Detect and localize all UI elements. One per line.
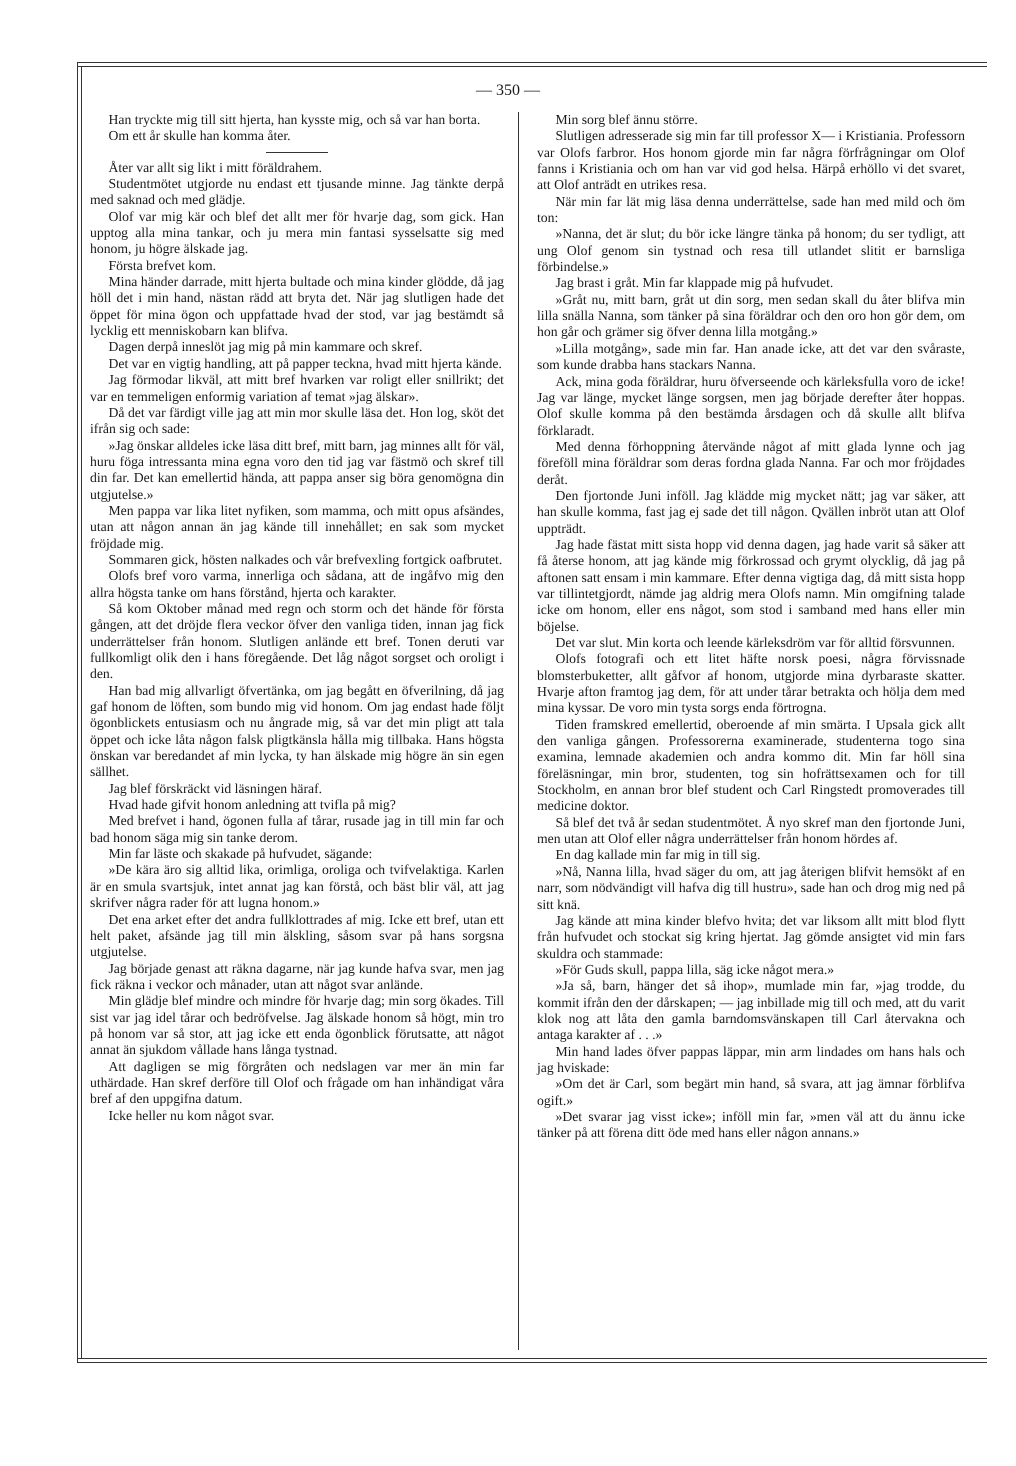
- paragraph: Det ena arket efter det andra fullklottrades af mig. Icke ett bref, utan ett helt paket, afsände jag till min älskling, såsom svar på hans sorgsna utgjutelse.: [90, 911, 504, 960]
- left-column: [90, 112, 504, 1124]
- paragraph: Min glädje blef mindre och mindre för hvarje dag; min sorg ökades. Till sist var jag idel tårar och bedröfvelse. Jag älskade honom så högt, min tro på honom var så stor, att jag icke ett enda ögonblick förutsatte, att något annat än sjukdom vållade hans långa tystnad.: [90, 993, 504, 1058]
- paragraph: »Nå, Nanna lilla, hvad säger du om, att jag återigen blifvit hemsökt af en narr, som nödvändigt vill hafva dig till hustru», sade han och drog mig ned på sitt knä.: [537, 863, 965, 912]
- paragraph: »Jag önskar alldeles icke läsa ditt bref, mitt barn, jag minnes allt för väl, huru föga intressanta mina egna voro den tid jag var fästmö och skref till din far. Det kan emellertid hända, att pappa anser sig böra genomögna din utgjutelse.»: [90, 437, 504, 502]
- paragraph: Så kom Oktober månad med regn och storm och det hände för första gången, att det dröjde flera veckor öfver den vanliga tiden, innan jag fick underrättelser från honom. Slutligen anlände ett bref. Tonen deruti var fullkomligt olik den i hans föregående. Det låg något sorgset och oroligt i den.: [90, 600, 504, 682]
- paragraph: Min far läste och skakade på hufvudet, sägande:: [108, 846, 373, 862]
- paragraph: »Lilla motgång», sade min far. Han anade icke, att det var den svåraste, som kunde drabba hans stackars Nanna.: [537, 340, 965, 373]
- paragraph: Hvad hade gifvit honom anledning att tvifla på mig?: [108, 797, 396, 813]
- paragraph: En dag kallade min far mig in till sig.: [555, 847, 761, 863]
- paragraph: »Gråt nu, mitt barn, gråt ut din sorg, men sedan skall du åter blifva min lilla snälla Nanna, som tänker på sina föräldrar och den oro hon gör dem, om hon går och grämer sig öfver denna lilla motgång.»: [537, 291, 965, 340]
- paragraph: Det var en vigtig handling, att på papper teckna, hvad mitt hjerta kände.: [108, 355, 502, 371]
- paragraph: »Om det är Carl, som begärt min hand, så svara, att jag ämnar förblifva ogift.»: [537, 1076, 965, 1108]
- paragraph: Om ett år skulle han komma åter.: [108, 128, 291, 144]
- paragraph: Jag brast i gråt. Min far klappade mig på hufvudet.: [555, 275, 834, 291]
- paragraph: Då det var färdigt ville jag att min mor skulle läsa det. Hon log, sköt det ifrån sig och sade:: [90, 404, 504, 437]
- paragraph: Min sorg blef ännu större.: [555, 112, 698, 127]
- paragraph: Han bad mig allvarligt öfvertänka, om jag begått en öfverilning, då jag gaf honom de löften, som bundo mig vid honom. Om jag endast hade följt ögonblickets entusiasm och nu ångrade mig, så var det min pligt att tala öppet och icke låta någon falsk pligtkänsla hålla mig tillbaka. Hans högsta önskan var beredandet af min lycka, ty han älskade mig högre än sin egen sällhet.: [90, 682, 504, 780]
- paragraph: Jag hade fästat mitt sista hopp vid denna dagen, jag hade varit så säker att få återse honom, att jag kände mig förkrossad och grymt olycklig, då jag på aftonen satt ensam i min kammare. Efter denna vigtiga dag, då mitt sista hopp var tillintetgjordt, nämde jag aldrig mera Olofs namn. Min omgifning talade icke om honom, eller ens något, som stod i samband med hans eller min böjelse.: [537, 536, 965, 634]
- paragraph: Sommaren gick, hösten nalkades och vår brefvexling fortgick oafbrutet.: [108, 551, 503, 567]
- paragraph: Med denna förhoppning återvände något af mitt glada lynne och jag föreföll mina föräldrar som deras fordna glada Nanna. Far och mor fröjdades deråt.: [537, 438, 965, 487]
- paragraph: »För Guds skull, pappa lilla, säg icke något mera.»: [555, 961, 835, 977]
- paragraph: Den fjortonde Juni inföll. Jag klädde mig mycket nätt; jag var säker, att han skulle komma, fast jag ej sade det till någon. Qvällen inbröt utan att Olof uppträdt.: [537, 487, 965, 536]
- paragraph: Men pappa var lika litet nyfiken, som mamma, och mitt opus afsändes, utan att någon annan än jag kände till innehållet; en sak som mycket fröjdade mig.: [90, 502, 504, 551]
- paragraph: »Det svarar jag visst icke»; inföll min far, »men väl att du ännu icke tänker på att förena ditt öde med hans eller någon annans.»: [537, 1108, 965, 1141]
- paragraph: Studentmötet utgjorde nu endast ett tjusande minne. Jag tänkte derpå med saknad och med glädje.: [90, 176, 504, 208]
- paragraph: Ack, mina goda föräldrar, huru öfverseende och kärleksfulla voro de icke! Jag var länge, mycket länge sorgsen, men jag började derefter åter hoppas. Olof skulle komma på den bestämda årsdagen och då skulle allt blifva förklaradt.: [537, 373, 965, 438]
- paragraph: »De kära äro sig alltid lika, orimliga, oroliga och tvifvelaktiga. Karlen är en smula svartsjuk, intet annat jag kan förstå, och bäst blir väl, att jag skrifver några rader för att lugna honom.»: [90, 862, 504, 911]
- paragraph: Så blef det två år sedan studentmötet. Å nyo skref man den fjortonde Juni, men utan att Olof eller några underrättelser från honom hördes af.: [537, 814, 965, 847]
- paragraph: »Nanna, det är slut; du bör icke längre tänka på honom; du ser tydligt, att ung Olof genom sin tystnad och resa till utlandet slitit er barnsliga förbindelse.»: [537, 226, 965, 275]
- paragraph: Jag förmodar likväl, att mitt bref hvarken var roligt eller snillrikt; det var en temmeligen enformig variation af temat »jag älskar».: [90, 372, 504, 404]
- paragraph: Min hand lades öfver pappas läppar, min arm lindades om hans hals och jag hviskade:: [537, 1043, 965, 1075]
- paragraph: Dagen derpå inneslöt jag mig på min kammare och skref.: [108, 339, 423, 355]
- paragraph: Olofs fotografi och ett litet häfte norsk poesi, några förvissnade blomsterbuketter, allt gåfvor af honom, utgjorde mina dyrbaraste skatter. Hvarje afton framtog jag dem, för att under tårar betrakta och hölja dem med mina kyssar. De voro min tysta sorgs enda förtrogna.: [537, 651, 965, 716]
- paragraph: Han tryckte mig till sitt hjerta, han kysste mig, och så var han borta.: [108, 112, 481, 127]
- paragraph: Olofs bref voro varma, innerliga och sådana, att de ingåfvo mig den allra högsta tanke om hans förstånd, hjerta och karakter.: [90, 568, 504, 600]
- paragraph: Tiden framskred emellertid, oberoende af min smärta. I Upsala gick allt den vanliga gången. Professorerna examinerade, studenterna togo sina examina, lemnade akademien och andra kommo dit. Min far höll sina föreläsningar, min bror, studenten, tog sin hofrättsexamen och for till Stockholm, en annan bror blef student och Carl Ringstedt promoverades till medicine doktor.: [537, 716, 965, 814]
- paragraph: Slutligen adresserade sig min far till professor X— i Kristiania. Professorn var Olofs farbror. Hos honom gjorde min far några förfrågningar om Olof fanns i Kristiania och om han var vid god helsa. Härpå erhöllo vi det svaret, att Olof anträdt en utrikes resa.: [537, 128, 965, 193]
- paragraph: »Ja så, barn, hänger det så ihop», mumlade min far, »jag trodde, du kommit ifrån den der dårskapen; — jag inbillade mig till och med, att du varit klok nog att låta den gamla barndomsvänskapen till Carl återvakna och antaga karakter af . . .»: [537, 978, 965, 1043]
- bottom-border-rule-inner: [77, 1358, 987, 1359]
- bottom-border-rule: [77, 1362, 987, 1363]
- top-border-rule: [77, 62, 987, 63]
- paragraph: Åter var allt sig likt i mitt föräldrahem.: [108, 159, 323, 175]
- paragraph: Det var slut. Min korta och leende kärleksdröm var för alltid försvunnen.: [555, 635, 955, 650]
- paragraph: Jag blef förskräckt vid läsningen häraf.: [108, 780, 323, 796]
- paragraph: Att dagligen se mig förgråten och nedslagen var mer än min far uthärdade. Han skref derföre till Olof och frågade om han inhändigat våra bref af den uppgifna datum.: [90, 1058, 504, 1107]
- right-column: [537, 112, 965, 1142]
- section-separator: [266, 152, 328, 153]
- paragraph: Med brefvet i hand, ögonen fulla af tårar, rusade jag in till min far och bad honom säga mig sin tanke derom.: [90, 813, 504, 845]
- paragraph: När min far lät mig läsa denna underrättelse, sade han med mild och öm ton:: [537, 193, 965, 226]
- left-border-rule-inner: [81, 66, 82, 1358]
- paragraph: Mina händer darrade, mitt hjerta bultade och mina kinder glödde, då jag höll det i min hand, nästan rädd att bryta det. När jag slutligen hade det öppet för mina ögon och uppfattade hvad der stod, var jag bestämdt så lycklig ett menniskobarn kan blifva.: [90, 274, 504, 339]
- paragraph: Icke heller nu kom något svar.: [108, 1107, 275, 1123]
- left-border-rule: [77, 62, 78, 1362]
- top-border-rule-inner: [77, 66, 987, 67]
- paragraph: Jag kände att mina kinder blefvo hvita; det var liksom allt mitt blod flytt från hufvudet och stockat sig kring hjertat. Jag gömde ansigtet vid min fars skuldra och stammade:: [537, 912, 965, 961]
- paragraph: Olof var mig kär och blef det allt mer för hvarje dag, som gick. Han upptog alla mina tankar, och ju mera min fantasi sysselsatte sig med honom, ju högre älskade jag.: [90, 208, 504, 257]
- column-divider: [518, 112, 519, 1350]
- page-number: — 350 —: [476, 82, 540, 99]
- paragraph: Jag började genast att räkna dagarne, när jag kunde hafva svar, men jag fick räkna i veckor och månader, utan att något svar anlände.: [90, 960, 504, 992]
- paragraph: Första brefvet kom.: [108, 257, 217, 273]
